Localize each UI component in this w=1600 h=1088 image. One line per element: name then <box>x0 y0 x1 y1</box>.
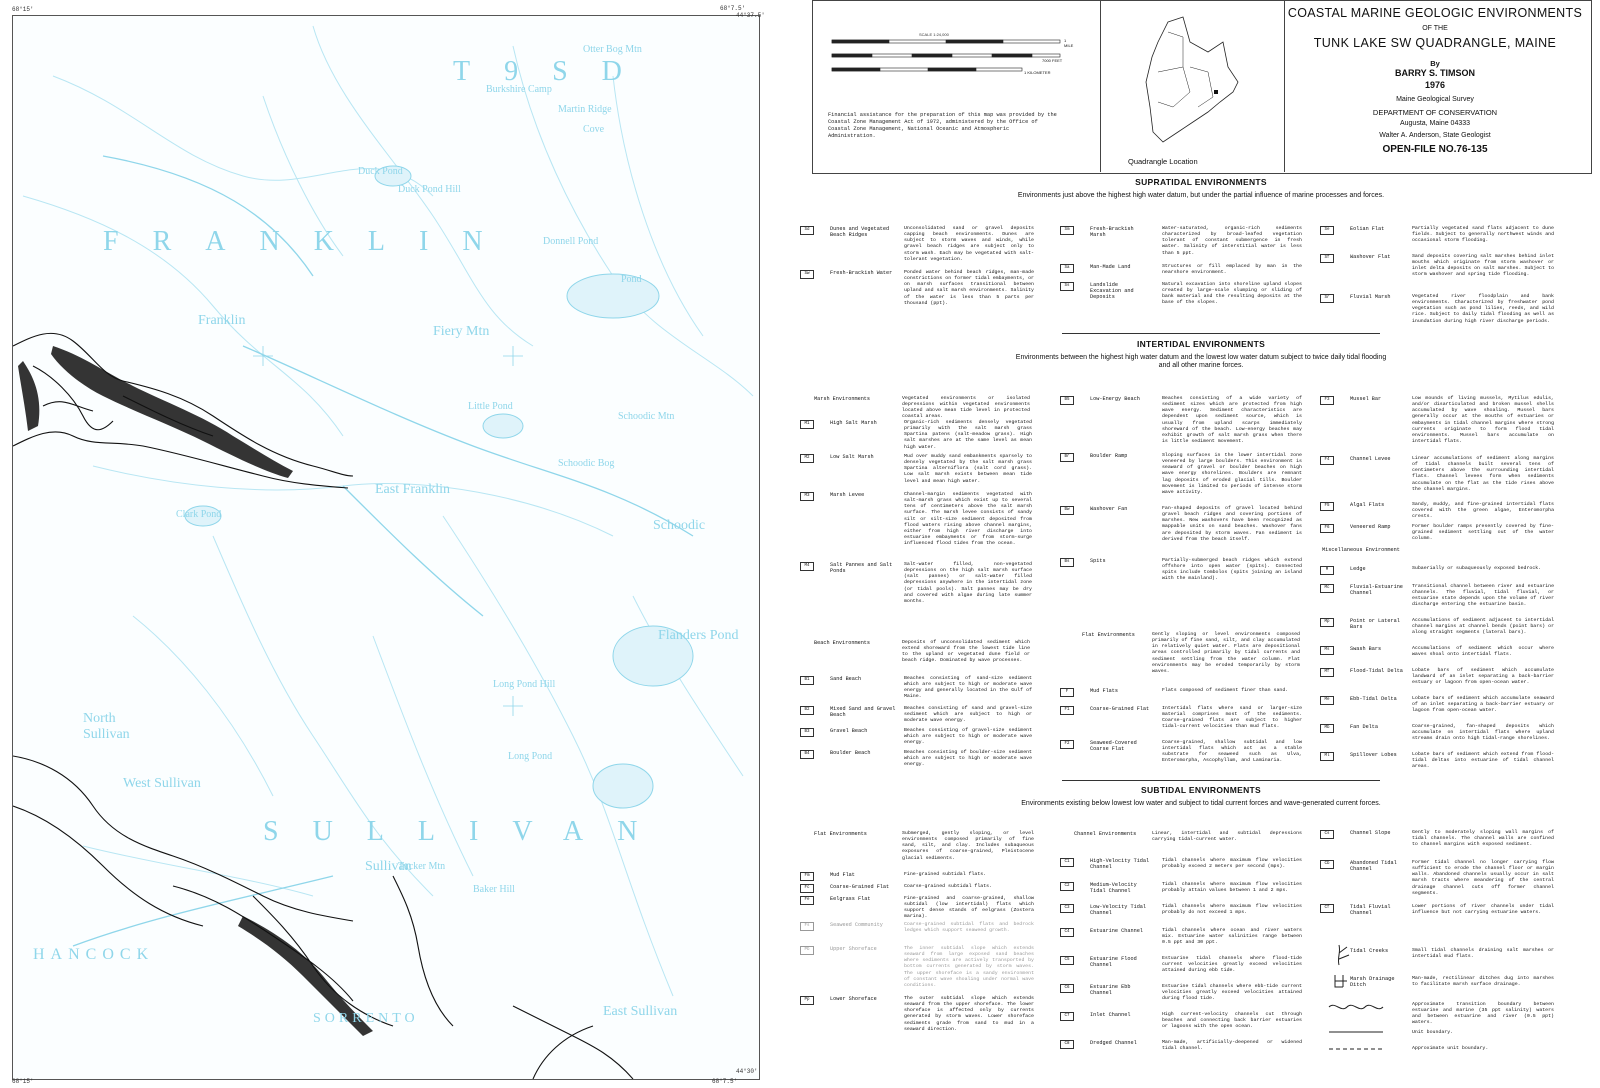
legend-name: Channel Slope <box>1350 830 1391 836</box>
label-sorrento: SORRENTO <box>313 1011 419 1026</box>
legend-name: Eelgrass Flat <box>830 896 871 902</box>
legend-code: Cf <box>1320 904 1334 913</box>
legend-name: Marsh Levee <box>830 492 865 498</box>
legend-code: M3 <box>800 492 814 501</box>
legend-code: Mf <box>1320 668 1334 677</box>
legend-code: Sm <box>1060 226 1074 235</box>
legend-name: Fluvial Marsh <box>1350 294 1391 300</box>
symbol-name: Tidal Creeks <box>1350 948 1389 954</box>
corner-br-lon: 68°7.5' <box>712 1078 738 1085</box>
legend-name: High Salt Marsh <box>830 420 877 426</box>
legend-name: Swash Bars <box>1350 646 1382 652</box>
legend-code: M4 <box>800 562 814 571</box>
legend-name: Boulder Ramp <box>1090 453 1128 459</box>
legend-code: F3 <box>1320 396 1334 405</box>
legend-name: Medium-Velocity Tidal Channel <box>1090 882 1137 895</box>
legend-description: Gently to moderately sloping wall margins of tidal channels. The channel walls are confined to channel margins with exposed sediment. <box>1412 830 1554 848</box>
legend-name: Man-Made Land <box>1090 264 1131 270</box>
legend-code: Bs <box>1060 558 1074 567</box>
legend-code: C8 <box>1060 1040 1074 1049</box>
legend-code: Sa <box>1060 264 1074 273</box>
legend-name: Tidal Fluvial Channel <box>1350 904 1391 917</box>
legend-name: Seaweed-Covered Coarse Flat <box>1090 740 1137 753</box>
legend-description: Former boulder ramps presently covered by fine-grained sediment settling out of the water column. <box>1412 524 1554 542</box>
legend-name: Ledge <box>1350 566 1366 572</box>
legend-description: Low mounds of living mussels, Mytilus edulis, and/or disarticulated and broken mussel shells accumulated by wave shoaling. Mussel bars generally occur at the mouths of estuaries or embayments in tidal channel margins where strong currents originate to form flood tidal environments. Mussel bars accumulate on intertidal flats. <box>1412 396 1554 444</box>
legend-name: Fluvial-Estuarine Channel <box>1350 584 1403 597</box>
legend-name: Washover Fan <box>1090 506 1128 512</box>
legend-code: B4 <box>800 750 814 759</box>
title-of: OF THE <box>1422 24 1448 32</box>
legend-name: Algal Flats <box>1350 502 1385 508</box>
legend-description: Partially vegetated sand flats adjacent to dune fields. Subject to generally northwest winds and occasional storm flooding. <box>1412 226 1554 244</box>
legend-code: F2 <box>1060 740 1074 749</box>
legend-description: Lobate bars of sediment which accumulate seaward of an inlet separating a back-barrier estuary or lagoon from open-ocean water. <box>1412 696 1554 714</box>
legend-code: Sd <box>800 226 814 235</box>
legend-description: Lobate bars of sediment which accumulate landward of an inlet separating a back-barrier estuary or lagoon from open-ocean water. <box>1412 668 1554 686</box>
legend-code: C2 <box>1060 882 1074 891</box>
label-burkshire-camp: Burkshire Camp <box>486 84 552 95</box>
quad-location-label: Quadrangle Location <box>1128 157 1198 166</box>
legend-description: Coarse-grained, fan-shaped deposits which accumulate on intertidal flats where upland streams drain onto high tidal-range shorelines. <box>1412 724 1554 742</box>
legend-code: M <box>1320 566 1334 575</box>
scale-bar-graphic <box>824 36 1074 86</box>
label-hancock-town: HANCOCK <box>33 946 155 963</box>
label-long-pond: Long Pond <box>508 751 553 762</box>
legend-name: Boulder Beach <box>830 750 871 756</box>
legend-name: Estuarine Ebb Channel <box>1090 984 1131 997</box>
label-west-sullivan: West Sullivan <box>123 776 201 791</box>
legend-description: Man-made, artificially-deepened or widened tidal channel. <box>1162 1040 1302 1052</box>
legend-code: M1 <box>800 420 814 429</box>
legend-code: Mp <box>1320 618 1334 627</box>
symbol-description: Man-made, rectilinear ditches dug into marshes to facilitate marsh surface drainage. <box>1412 976 1554 988</box>
coastline <box>13 333 633 1079</box>
legend-name: Spits <box>1090 558 1106 564</box>
channel-heading: Channel Environments <box>1074 831 1137 837</box>
topographic-map[interactable] <box>12 15 760 1080</box>
sub-flat-heading: Flat Environments <box>814 831 867 837</box>
legend-description: Organic-rich sediments densely vegetated primarily with the salt marsh grass Spartina patens (salt-meadow grass). High salt marshes are at the same level as mean high water. <box>904 420 1032 450</box>
legend-code: Ms <box>1320 646 1334 655</box>
legend-description: Structures or fill emplaced by man in the nearshore environment. <box>1162 264 1302 276</box>
legend-description: Tidal channels where maximum flow velocities probably do not exceed 1 mps. <box>1162 904 1302 916</box>
corner-br-lat: 44°30' <box>736 1068 758 1075</box>
legend-description: Fan-shaped deposits of gravel located behind gravel beach ridges and covering portions of marshes. New washovers have been recognized as mappable units on sand beaches. Washover fans are deposited by storm waves. Fan sediment is derived from the beach itself. <box>1162 506 1302 542</box>
legend-name: Mixed Sand and Gravel Beach <box>830 706 896 719</box>
legend-description: Coarse-grained, shallow subtidal and low intertidal flats which act as a stable substrate for seaweed such as Ulva, Enteromorpha, Ascophyllum, and Laminaria. <box>1162 740 1302 764</box>
legend-code: F6 <box>1320 524 1334 533</box>
legend-description: Tidal channels where maximum flow velocities probably attain values between 1 and 2 mps. <box>1162 882 1302 894</box>
legend-code: Cs <box>1320 830 1334 839</box>
legend-name: Mussel Bar <box>1350 396 1382 402</box>
label-pond: Pond <box>621 274 642 285</box>
legend-description: Tidal channels where maximum flow velocities probably exceed 2 meters per second (mps). <box>1162 858 1302 870</box>
scale-bar <box>824 30 1074 90</box>
legend-description: Sand deposits covering salt marshes behind inlet mouths which originate from storm washover or inlet delta deposits on salt marshes. Subject to storm washover and spring tide flooding. <box>1412 254 1554 278</box>
legend-code: Br <box>1060 453 1074 462</box>
legend-name: Abandoned Tidal Channel <box>1350 860 1397 873</box>
label-little-pond: Little Pond <box>468 401 513 412</box>
legend-description: Natural excavation into shoreline upland slopes created by large-scale slumping or sliding of bank material and the resulting deposits at the base of the slopes. <box>1162 282 1302 306</box>
legend-code: C4 <box>1060 928 1074 937</box>
legend-description: Subaerially or subaqueously exposed bedrock. <box>1412 566 1542 571</box>
legend-name: Seaweed Community <box>830 922 883 928</box>
symbol-description: Approximate unit boundary. <box>1412 1046 1489 1051</box>
legend-panel <box>804 0 1600 1088</box>
legend-code: C1 <box>1060 858 1074 867</box>
legend-name: Coarse-Grained Flat <box>1090 706 1150 712</box>
legend-description: Mud over muddy sand embankments sparsely to densely vegetated by the salt marsh grass Spartina alterniflora (salt cord grass). Low salt marsh exists between mean tide level and mean high water. <box>904 454 1032 484</box>
legend-code: Ss <box>1060 282 1074 291</box>
symbol-graphics <box>1327 935 1387 1065</box>
scale-feet: 7000 FEET <box>1042 58 1063 63</box>
legend-code: Pb <box>800 946 814 955</box>
legend-description: Ponded water behind beach ridges, man-made constrictions on former tidal embayments, or on marsh surfaces transitional between upland and salt marsh environments. Salinity of the water is less than 5 parts per thousand (ppt). <box>904 270 1034 306</box>
legend-code: Sw <box>800 270 814 279</box>
legend-name: Fan Delta <box>1350 724 1379 730</box>
legend-code: Fs <box>800 922 814 931</box>
label-baker-hill: Baker Hill <box>473 884 515 895</box>
legend-description: Estuarine tidal channels where flood-tide current velocities greatly exceed velocities attained during ebb tide. <box>1162 956 1302 974</box>
supratidal-subtitle: Environments just above the highest high water datum, but under the partial influence of marine processes and forces. <box>1017 192 1385 199</box>
legend-name: Upper Shoreface <box>830 946 877 952</box>
label-sullivan-town: SULLIVAN <box>263 816 672 847</box>
symbol-description: Approximate transition boundary between estuarine and marine (35 ppt salinity) waters and between estuarine and river (0.5 ppt) waters. <box>1412 1002 1554 1026</box>
legend-code: Fm <box>800 872 814 881</box>
legend-code: B2 <box>800 706 814 715</box>
legend-description: The inner subtidal slope which extends seaward from large exposed sand beaches where sediments are actively transported by bottom currents generated by storm waves. The upper shoreface is a sandy environment of constant wave shoaling under normal wave conditions. <box>904 946 1034 988</box>
flat-heading-desc: Gently sloping or level environments composed primarily of fine sand, silt, and clay accumulated in relatively quiet water. Flats are depositional areas controlled primarily by tidal currents and sediment settling from the water column. Flat environments may be eroded temporarily by storm waves. <box>1152 632 1300 674</box>
legend-description: Beaches consisting of boulder-size sediment which are subject to high or moderate wave energy. <box>904 750 1032 768</box>
legend-name: Channel Levee <box>1350 456 1391 462</box>
rule-1 <box>1062 333 1380 334</box>
legend-description: Flats composed of sediment finer than sand. <box>1162 688 1289 693</box>
symbol-name: Marsh Drainage Ditch <box>1350 976 1395 988</box>
legend-description: The outer subtidal slope which extends seaward from the upper shoreface. The lower shoreface is affected only by currents generated by storm waves. Lower shoreface sediments grade from sand to mud in a seaward direction. <box>904 996 1034 1032</box>
intertidal-subtitle: Environments between the highest high water datum and the lowest low water datum subject to twice daily tidal flooding and all other marine forces. <box>1015 354 1387 370</box>
title-block <box>1282 6 1588 156</box>
legend-name: Ebb-Tidal Delta <box>1350 696 1397 702</box>
marsh-fill <box>18 346 373 1036</box>
label-otter-bog-mtn: Otter Bog Mtn <box>583 44 642 55</box>
header-divider-1 <box>1100 0 1101 172</box>
legend-name: Veneered Ramp <box>1350 524 1391 530</box>
label-duck-pond: Duck Pond <box>358 166 403 177</box>
legend-code: Mb <box>1320 724 1334 733</box>
label-sullivan: Sullivan <box>365 859 412 874</box>
legend-description: Sandy, muddy, and fine-grained intertidal flats covered with the green algae, Enteromorpha crests. <box>1412 502 1554 520</box>
label-clark-pond: Clark Pond <box>176 509 222 520</box>
legend-name: Washover Flat <box>1350 254 1391 260</box>
label-martin-ridge: Martin Ridge <box>558 104 612 115</box>
legend-description: Channel-margin sediments vegetated with salt-marsh grass which exist up to several tens of centimeters above the salt marsh surface. The marsh levee consists of sandy silt or silt-size sediment deposited from flood waters rising above channel margins, either from high river discharge into estuarine embayments or from storm-surge influenced flood tides from the ocean. <box>904 492 1032 546</box>
legend-description: Beaches consisting of gravel-size sediment which are subject to high or moderate wave energy. <box>904 728 1032 746</box>
legend-description: Lobate bars of sediment which extend from flood-tidal deltas into estuarine of tidal channel areas. <box>1412 752 1554 770</box>
legend-description: Coarse-grained subtidal flats. <box>904 884 993 889</box>
legend-description: Partially-submerged beach ridges which extend offshore into open water (spits). Connected spits include tombolos (spits joining an island with the mainland). <box>1162 558 1302 582</box>
label-donnell-pond: Donnell Pond <box>543 236 599 247</box>
legend-description: Transitional channel between river and estuarine channels. The fluvial, tidal fluvial, or estuarine state depends upon the volume of river discharge entering the estuarine basin. <box>1412 584 1554 608</box>
scale-km: 1 KILOMETER <box>1024 70 1051 75</box>
legend-code: C6 <box>1060 984 1074 993</box>
legend-description: Lower portions of river channels under tidal influence but not carrying estuarine waters. <box>1412 904 1554 916</box>
legend-name: Estuarine Flood Channel <box>1090 956 1137 969</box>
legend-name: Lower Shoreface <box>830 996 877 1002</box>
scale-title: SCALE 1:24,000 <box>919 32 949 37</box>
legend-name: Salt Pannes and Salt Ponds <box>830 562 893 575</box>
legend-code: F5 <box>1320 502 1334 511</box>
corner-tl: 68°15' <box>12 6 34 13</box>
legend-name: Eolian Flat <box>1350 226 1385 232</box>
legend-description: Former tidal channel no longer carrying flow sufficient to erode the channel floor or margin walls. Abandoned channels usually occur in salt marsh tracts where meandering of the central drainage channel cuts off former channel segments. <box>1412 860 1554 896</box>
legend-name: Dredged Channel <box>1090 1040 1137 1046</box>
legend-name: Low Salt Marsh <box>830 454 874 460</box>
marsh-heading: Marsh Environments <box>814 396 871 402</box>
supratidal-title: SUPRATIDAL ENVIRONMENTS <box>1135 177 1267 187</box>
symbol-description: Unit boundary. <box>1412 1030 1454 1035</box>
label-schoodic-mtn: Schoodic Mtn <box>618 411 675 422</box>
legend-code: Cb <box>1320 860 1334 869</box>
legend-code: F4 <box>1320 456 1334 465</box>
legend-description: Vegetated river floodplain and bank environments. Characterized by freshwater pond vegetation such as pond lilies, reeds, and wild rice. Subject to daily tidal flooding as well as inundation during high river discharge periods. <box>1412 294 1554 324</box>
legend-code: B1 <box>800 676 814 685</box>
label-tucker-mtn: Tucker Mtn <box>398 861 446 872</box>
legend-description: Accumulations of sediment adjacent to intertidal channel margins at channel bends (point bars) or along straight segments (lateral bars). <box>1412 618 1554 636</box>
legend-code: Se <box>1320 226 1334 235</box>
label-township: T9SD <box>453 56 656 87</box>
label-franklin: Franklin <box>198 313 246 328</box>
legend-name: High-Velocity Tidal Channel <box>1090 858 1150 871</box>
legend-code: B5 <box>1060 396 1074 405</box>
label-cove: Cove <box>583 124 605 135</box>
legend-name: Gravel Beach <box>830 728 868 734</box>
legend-description: Beaches consisting of a wide variety of sediment sizes which are protected from high wave energy. Sediment characteristics are dependent upon sediment source, which is usually from upland scarps immediately shoreward of the beach. Low-energy beaches may exhibit growth of salt marsh grass when there is little sediment movement. <box>1162 396 1302 444</box>
title-line-2: TUNK LAKE SW QUADRANGLE, MAINE <box>1313 36 1557 51</box>
label-flanders-pond: Flanders Pond <box>658 628 739 643</box>
label-fiery-mtn: Fiery Mtn <box>433 324 490 339</box>
legend-description: Beaches consisting of sand and gravel-size sediment which are subject to high or moderate wave energy. <box>904 706 1032 724</box>
legend-description: Unconsolidated sand or gravel deposits capping beach environments. Dunes are subject to storm waves and winds, while gravel beach ridges are subject only to storm wash. Each may be vegetated with salt-tolerant vegetation. <box>904 226 1034 262</box>
legend-code: C7 <box>1060 1012 1074 1021</box>
label-schoodic: Schoodic <box>653 518 706 533</box>
legend-code: Mc <box>1320 584 1334 593</box>
beach-heading: Beach Environments <box>814 640 871 646</box>
legend-name: Coarse-Grained Flat <box>830 884 890 890</box>
legend-description: Tidal channels where ocean and river waters mix. Estuarine water salinities range between 0.5 ppt and 30 ppt. <box>1162 928 1302 946</box>
city: Augusta, Maine 04333 <box>1399 120 1471 127</box>
label-long-pond-hill: Long Pond Hill <box>493 679 556 690</box>
title-line-1: COASTAL MARINE GEOLOGIC ENVIRONMENTS <box>1287 6 1583 20</box>
legend-code: Fe <box>800 896 814 905</box>
legend-name: Sand Beach <box>830 676 862 682</box>
legend-name: Mud Flats <box>1090 688 1119 694</box>
department: DEPARTMENT OF CONSERVATION <box>1372 107 1498 117</box>
legend-name: Fresh-Brackish Marsh <box>1090 226 1134 239</box>
legend-description: Accumulations of sediment which occur where waves shoal onto intertidal flats. <box>1412 646 1554 658</box>
legend-description: Water-saturated, organic-rich sediments characterized by broad-leafed vegetation tolerant of constant submergence in fresh water. Salinity of interstitial water is less than 5 ppt. <box>1162 226 1302 256</box>
open-file-number: OPEN-FILE NO.76-135 <box>1382 143 1488 155</box>
legend-code: Sf <box>1320 254 1334 263</box>
legend-name: Estuarine Channel <box>1090 928 1143 934</box>
legend-code: Pp <box>800 996 814 1005</box>
sub-flat-heading-desc: Submerged, gently sloping, or level environments composed primarily of fine sand, silt, and clay. Includes subaqueous exposures of coarse-grained, Pleistocene glacial sediments. <box>902 831 1034 861</box>
subtidal-subtitle: Environments existing below lowest low water and subject to tidal current forces and wave-generated current forces. <box>1021 800 1381 807</box>
legend-code: F1 <box>1060 706 1074 715</box>
legend-name: Mud Flat <box>830 872 855 878</box>
corner-tr-lon: 68°7.5' <box>720 5 746 12</box>
legend-description: Fine-grained subtidal flats. <box>904 872 987 877</box>
maine-outline <box>1128 12 1258 152</box>
legend-name: Landslide Excavation and Deposits <box>1090 282 1134 301</box>
legend-code: Me <box>1320 696 1334 705</box>
legend-description: Beaches consisting of sand-size sediment which are subject to high or moderate wave energy and generally located in the Gulf of Maine. <box>904 676 1032 700</box>
legend-name: Low-Velocity Tidal Channel <box>1090 904 1147 917</box>
label-north-sullivan: North Sullivan <box>83 711 130 742</box>
symbol-description: Small tidal channels draining salt marshes or intertidal mud flats. <box>1412 948 1554 960</box>
organization: Maine Geological Survey <box>1396 95 1474 103</box>
author: BARRY S. TIMSON <box>1394 68 1475 79</box>
legend-code: B3 <box>800 728 814 737</box>
channel-heading-desc: Linear, intertidal and subtidal depressions carrying tidal-current water. <box>1152 831 1302 843</box>
intertidal-title: INTERTIDAL ENVIRONMENTS <box>1136 339 1266 349</box>
legend-code: Fc <box>800 884 814 893</box>
legend-code: Bw <box>1060 506 1074 515</box>
misc-heading: Miscellaneous Environment <box>1322 547 1400 553</box>
state-geologist: Walter A. Anderson, State Geologist <box>1379 131 1491 139</box>
legend-name: Point or Lateral Bars <box>1350 618 1400 631</box>
label-east-franklin: East Franklin <box>375 482 451 497</box>
legend-description: Intertidal flats where sand or larger-size material comprises most of the sediments. Coarse-grained flats are subject to higher tidal-current velocities than mud flats. <box>1162 706 1302 730</box>
legend-code: Ml <box>1320 752 1334 761</box>
financial-note: Financial assistance for the preparation of this map was provided by the Coastal Zone Management Act of 1972, administered by the Office of Coastal Zone Management, National Oceanic and Atmospheric Administration. <box>828 112 1057 139</box>
legend-code: M2 <box>800 454 814 463</box>
flat-heading: Flat Environments <box>1082 632 1135 638</box>
legend-description: Estuarine tidal channels where ebb-tide current velocities greatly exceed velocities attained during flood tide. <box>1162 984 1302 1002</box>
legend-description: Sloping surfaces in the lower intertidal zone veneered by large boulders. This environment is seaward of gravel or boulder beaches on high wave energy shorelines. Boulders are remnant lag deposits of eroded glacial tills. Boulder movement is limited to periods of intense storm wave activity. <box>1162 453 1302 495</box>
legend-name: Low-Energy Beach <box>1090 396 1140 402</box>
beach-heading-desc: Deposits of unconsolidated sediment which extend shoreward from the lowest tide line to the upland or vegetated dune field or beach ridge. Dominated by wave processes. <box>902 640 1030 664</box>
scale-mile: 1 MILE <box>1064 38 1074 48</box>
legend-name: Inlet Channel <box>1090 1012 1131 1018</box>
marsh-heading-desc: Vegetated environments or isolated depressions within vegetated environments located above mean tide level in protected coastal areas. <box>902 396 1030 420</box>
rule-2 <box>1062 780 1380 781</box>
legend-description: Linear accumulations of sediment along margins of tidal channels built several tens of centimeters above the surrounding intertidal flats. Channel levees form when sediments accumulate on the flat as the tide rises above the channel margins. <box>1412 456 1554 492</box>
legend-name: Dunes and Vegetated Beach Ridges <box>830 226 890 239</box>
legend-code: F <box>1060 688 1074 697</box>
legend-name: Fresh-Brackish Water <box>830 270 893 276</box>
subtidal-title: SUBTIDAL ENVIRONMENTS <box>1141 785 1261 795</box>
label-east-sullivan: East Sullivan <box>603 1004 678 1019</box>
legend-description: Salt-water filled, non-vegetated depressions on the high salt marsh surface (salt pannes) or salt-water filled depressions anywhere in the intertidal zone (or tidal pools). Salt pannes may be dry and covered with algae during late summer months. <box>904 562 1032 604</box>
year: 1976 <box>1424 79 1446 90</box>
legend-name: Flood-Tidal Delta <box>1350 668 1403 674</box>
corner-tr-lat: 44°37.5' <box>736 12 765 19</box>
label-duck-pond-hill: Duck Pond Hill <box>398 184 461 195</box>
legend-code: C3 <box>1060 904 1074 913</box>
legend-code: Sr <box>1320 294 1334 303</box>
by-label: By <box>1430 59 1440 68</box>
legend-name: Spillover Lobes <box>1350 752 1397 758</box>
legend-code: C5 <box>1060 956 1074 965</box>
legend-description: Coarse-grained subtidal flats and bedrock ledges which support seaweed growth. <box>904 922 1034 934</box>
label-schoodic-bog: Schoodic Bog <box>558 458 615 469</box>
legend-description: High current-velocity channels cut through beaches and connecting back barrier estuaries or lagoons with the open ocean. <box>1162 1012 1302 1030</box>
label-franklin-town: FRANKLIN <box>103 226 517 257</box>
legend-description: Fine-grained and coarse-grained, shallow subtidal (low intertidal) flats which support dense stands of eelgrass (Zostera marina). <box>904 896 1034 920</box>
corner-bl: 68°15' <box>12 1078 34 1085</box>
